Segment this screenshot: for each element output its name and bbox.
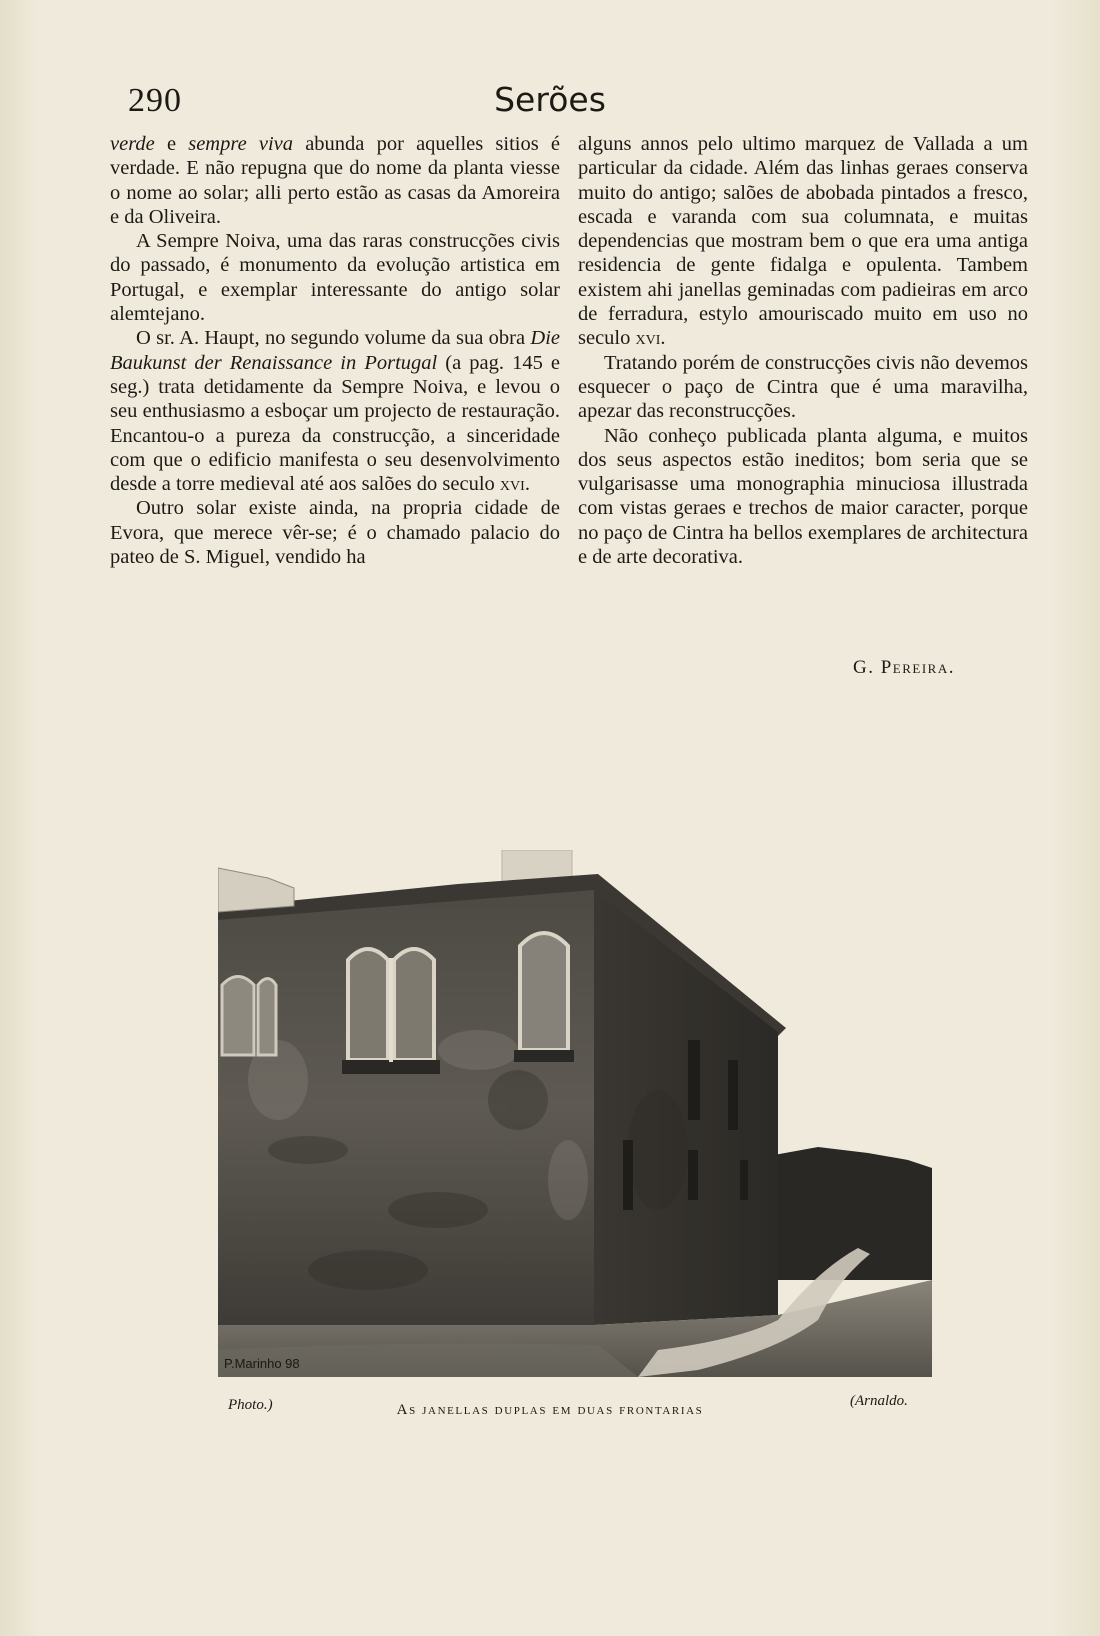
caption-credit-right: (Arnaldo. (850, 1393, 908, 1409)
text: (a pag. 145 e seg.) trata detidamente da Sempre Noiva, e levou o seu enthusiasmo a esboçar um projecto de restauração. Encantou-o a pureza da construcção, a sinceridade com que o edificio manifesta o seu desenvolvimento desde a torre medieval até aos salões do seculo (110, 351, 560, 496)
page-number: 290 (128, 82, 182, 119)
paragraph: Tratando porém de construcções civis não devemos esquecer o paço de Cintra que é uma maravilha, apezar das reconstrucções. (578, 351, 1028, 423)
building-photograph (218, 850, 932, 1377)
window-left (222, 977, 276, 1056)
text: alguns annos pelo ultimo marquez de Vallada a um particular da cidade. Além das linhas geraes conserva muito do antigo; salões de abobada pintados a fresco, escada e varanda com sua columnata, e muitas dependencias que mostram bem o que era uma antiga residencia de gente fidalga e opulenta. Tambem existem ahi janellas geminadas com padieiras em arco de ferradura, estylo amouriscado muito em uso no seculo (578, 133, 1028, 350)
text: abunda por aquelles sitios é verdade. E não repugna que do nome da planta viesse o nome ao solar; alli perto estão as casas da Amoreira e da Oliveira. (110, 133, 560, 228)
photo-mark: P.Marinho 98 (224, 1356, 300, 1371)
paragraph: A Sempre Noiva, uma das raras construcções civis do passado, é monumento da evolução artistica em Portugal, e exemplar interessante do antigo solar alemtejano. (110, 230, 560, 326)
paragraph (110, 326, 560, 496)
arched-window (514, 933, 574, 1062)
paragraph: Não conheço publicada planta alguma, e muitos dos seus aspectos estão ineditos; bom seria que se vulgarisasse uma monographia minuciosa illustrada com vistas geraes e trechos de maior caracter, porque no paço de Cintra ha bellos exemplares de architectura e de arte decorativa. (578, 424, 1028, 569)
figure-caption: As janellas duplas em duas frontarias (396, 1402, 704, 1418)
italic-text: sempre viva (188, 133, 294, 155)
text: O sr. A. Haupt, no segundo volume da sua obra (136, 327, 531, 350)
caption-credit-left: Photo.) (228, 1397, 273, 1413)
left-column (110, 132, 560, 569)
paragraph (578, 132, 1028, 351)
right-column (578, 132, 1028, 569)
author-signature (853, 657, 955, 679)
text: . (660, 327, 666, 350)
italic-text: verde (110, 133, 155, 155)
paragraph (110, 132, 560, 229)
text: e (154, 133, 189, 155)
roman-numeral: xvi (499, 473, 525, 496)
running-head: Serões (494, 80, 606, 119)
photo-illustration (218, 850, 932, 1377)
text: . (524, 473, 530, 496)
author-name: G. Pereira. (853, 657, 955, 678)
paragraph: Outro solar existe ainda, na propria cidade de Evora, que merece vêr-se; é o chamado palacio do pateo de S. Miguel, vendido ha (110, 497, 560, 569)
roman-numeral: xvi (635, 327, 661, 350)
double-window (342, 949, 440, 1074)
book-title: Die Baukunst der Renaissance in Portugal (110, 327, 560, 374)
